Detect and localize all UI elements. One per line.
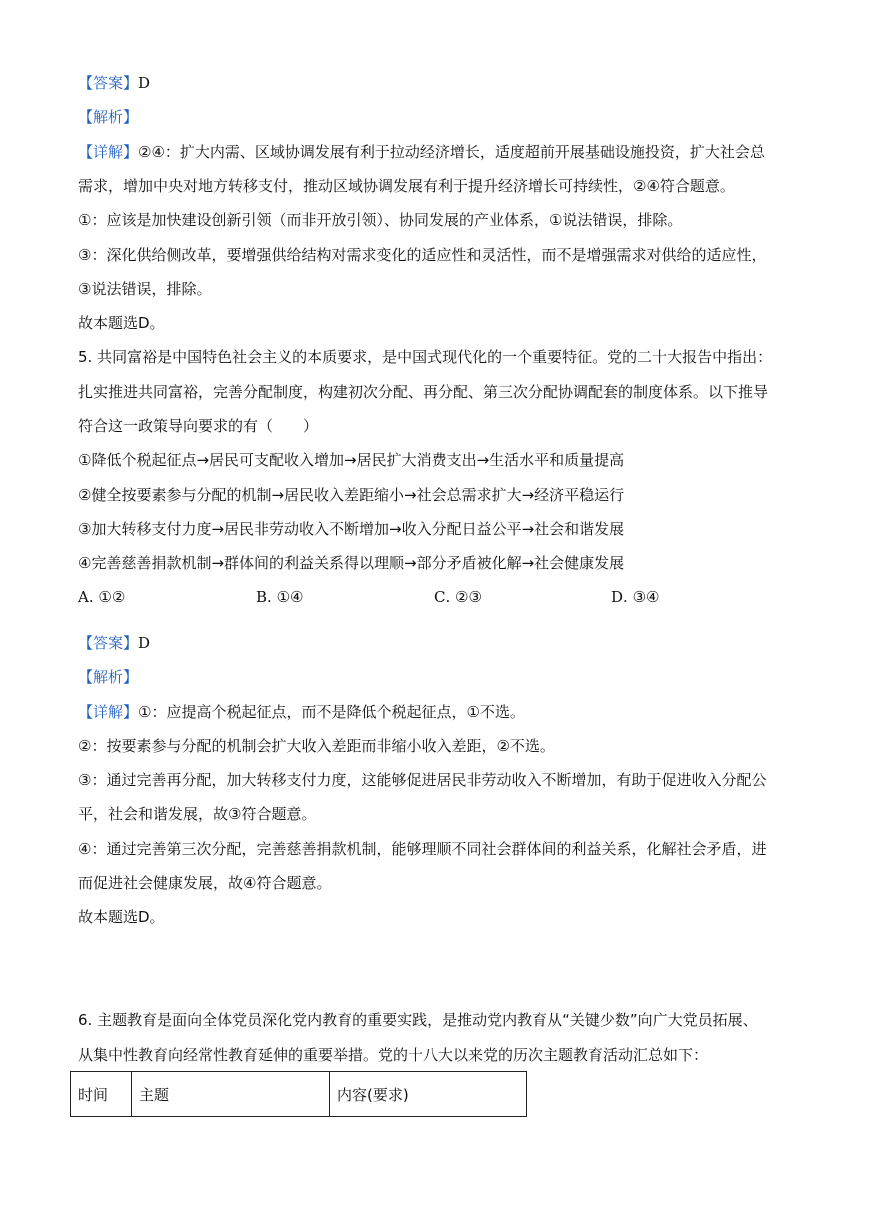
detail-tag: 【详解】 (78, 143, 139, 161)
detail-line: 而促进社会健康发展，故④符合题意。 (78, 874, 332, 892)
option-c: C. ②③ (434, 588, 482, 606)
detail-text: ①：应提高个税起征点，而不是降低个税起征点，①不选。 (138, 703, 525, 721)
statement-item: ①降低个税起征点→居民可支配收入增加→居民扩大消费支出→生活水平和质量提高 (78, 451, 625, 469)
detail-line (78, 702, 525, 722)
question-stem: 从集中性教育向经常性教育延伸的重要举措。党的十八大以来党的历次主题教育活动汇总如下： (78, 1046, 709, 1064)
option-letter: C (434, 588, 446, 606)
statement-item: ③加大转移支付力度→居民非劳动收入不断增加→收入分配日益公平→社会和谐发展 (78, 520, 625, 538)
detail-line: 需求，增加中央对地方转移支付，推动区域协调发展有利于提升经济增长可持续性，②④符合题意。 (78, 177, 735, 195)
analysis-tag: 【解析】 (78, 668, 139, 686)
detail-line (78, 142, 765, 162)
detail-line: ③说法错误，排除。 (78, 280, 212, 298)
option-letter: B (256, 588, 268, 606)
analysis-label-q4 (78, 107, 138, 127)
detail-tag: 【详解】 (78, 703, 139, 721)
detail-line: ②：按要素参与分配的机制会扩大收入差距而非缩小收入差距，②不选。 (78, 737, 555, 755)
question-stem: 符合这一政策导向要求的有（ ） (78, 417, 319, 435)
option-letter: A (78, 588, 89, 606)
answer-tag: 【答案】 (78, 634, 139, 652)
conclusion-line: 故本题选D。 (78, 908, 165, 926)
option-text: ①④ (276, 588, 304, 606)
answer-label-q5 (78, 633, 150, 653)
option-letter: D (611, 588, 624, 606)
detail-line: ③：通过完善再分配，加大转移支付力度，这能够促进居民非劳动收入不断增加，有助于促进收入分配公 (78, 771, 767, 789)
option-b: B. ①④ (256, 588, 304, 606)
detail-line: ①：应该是加快建设创新引领（而非开放引领）、协同发展的产业体系，①说法错误，排除。 (78, 211, 683, 229)
analysis-label-q5 (78, 667, 138, 687)
answer-tag: 【答案】 (78, 74, 139, 92)
option-d: D. ③④ (611, 588, 660, 606)
statement-item: ②健全按要素参与分配的机制→居民收入差距缩小→社会总需求扩大→经济平稳运行 (78, 486, 625, 504)
answer-label-q4 (78, 73, 150, 93)
detail-line: ③：深化供给侧改革，要增强供给结构对需求变化的适应性和灵活性，而不是增强需求对供给的适应性， (78, 246, 767, 264)
option-text: ①② (98, 588, 126, 606)
option-text: ③④ (632, 588, 660, 606)
table-header-cell: 内容(要求) (330, 1072, 527, 1117)
question-stem: 6. 主题教育是面向全体党员深化党内教育的重要实践，是推动党内教育从“关键少数”向广大党员拓展、 (78, 1011, 758, 1029)
conclusion-line: 故本题选D。 (78, 314, 165, 332)
question-stem: 扎实推进共同富裕，完善分配制度，构建初次分配、再分配、第三次分配协调配套的制度体系。以下推导 (78, 383, 769, 401)
option-a: A. ①② (78, 588, 126, 606)
detail-line: ④：通过完善第三次分配，完善慈善捐款机制，能够理顺不同社会群体间的利益关系，化解社会矛盾，进 (78, 840, 767, 858)
table-header-cell: 主题 (132, 1072, 330, 1117)
option-text: ②③ (455, 588, 482, 606)
table-header-row (71, 1072, 527, 1117)
analysis-tag: 【解析】 (78, 108, 139, 126)
detail-text: ②④：扩大内需、区域协调发展有利于拉动经济增长，适度超前开展基础设施投资，扩大社会总 (138, 143, 765, 161)
question-stem: 5. 共同富裕是中国特色社会主义的本质要求，是中国式现代化的一个重要特征。党的二十大报告中指出： (78, 348, 773, 366)
answer-value: D (138, 74, 151, 92)
detail-line: 平，社会和谐发展，故③符合题意。 (78, 805, 317, 823)
answer-value: D (138, 634, 151, 652)
statement-item: ④完善慈善捐款机制→群体间的利益关系得以理顺→部分矛盾被化解→社会健康发展 (78, 554, 625, 572)
theme-education-table (70, 1071, 527, 1117)
table-header-cell: 时间 (71, 1072, 132, 1117)
